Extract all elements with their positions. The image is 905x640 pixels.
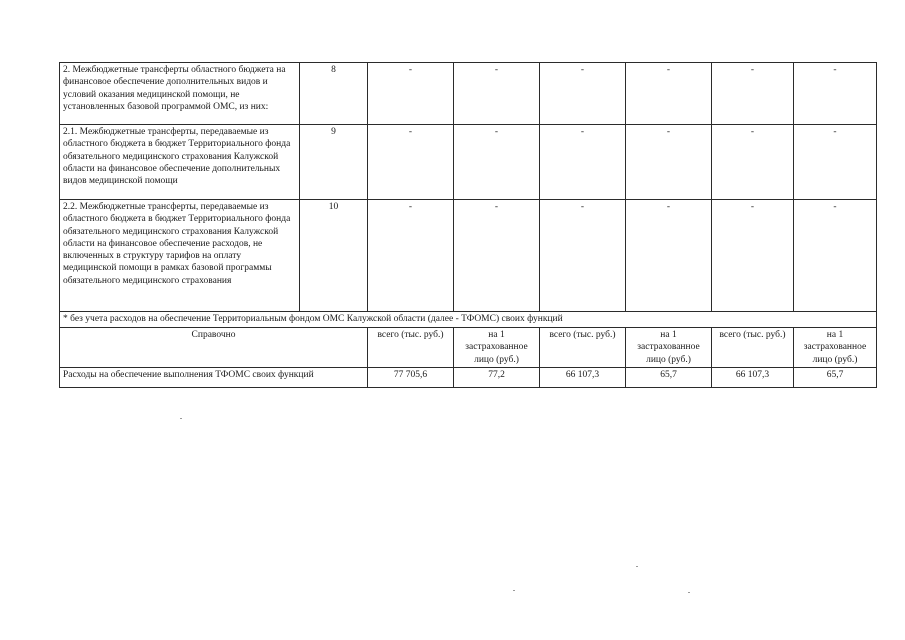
column-header: всего (тыс. руб.)	[368, 328, 454, 368]
table-row	[60, 125, 877, 200]
cell-value: -	[454, 125, 540, 200]
cell-value: -	[626, 63, 712, 125]
scan-speck	[513, 590, 515, 591]
scan-speck	[636, 566, 638, 567]
reference-header-row	[60, 328, 877, 368]
row-description: 2.1. Межбюджетные трансферты, передаваемые из областного бюджета в бюджет Территориального фонда обязательного медицинского страхования Калужской области на финансовое обеспечение дополнительных видов медицинской помощи	[60, 125, 300, 200]
cell-value: -	[712, 63, 794, 125]
column-header: всего (тыс. руб.)	[712, 328, 794, 368]
footnote-row	[60, 312, 877, 328]
cell-value: -	[626, 200, 712, 312]
cell-value: 77,2	[454, 367, 540, 387]
reference-row-label: Расходы на обеспечение выполнения ТФОМС своих функций	[60, 367, 368, 387]
cell-value: -	[626, 125, 712, 200]
cell-value: -	[454, 200, 540, 312]
cell-value: -	[712, 125, 794, 200]
cell-value: -	[712, 200, 794, 312]
cell-value: 66 107,3	[540, 367, 626, 387]
cell-value: 65,7	[794, 367, 877, 387]
row-description: 2.2. Межбюджетные трансферты, передаваемые из областного бюджета в бюджет Территориального фонда обязательного медицинского страхования Калужской области на финансовое обеспечение расходов, не включенных в структуру тарифов на оплату медицинской помощи в рамках базовой программы обязательного медицинского страхования	[60, 200, 300, 312]
footnote: * без учета расходов на обеспечение Территориальным фондом ОМС Калужской области (далее - ТФОМС) своих функций	[60, 312, 877, 328]
column-header: на 1 застрахованное лицо (руб.)	[626, 328, 712, 368]
cell-value: 65,7	[626, 367, 712, 387]
table-row	[60, 63, 877, 125]
budget-table	[59, 62, 877, 388]
scan-speck	[688, 592, 690, 593]
cell-value: -	[368, 125, 454, 200]
row-number: 9	[300, 125, 368, 200]
cell-value: -	[540, 63, 626, 125]
cell-value: -	[368, 63, 454, 125]
column-header: всего (тыс. руб.)	[540, 328, 626, 368]
cell-value: -	[454, 63, 540, 125]
reference-label: Справочно	[60, 328, 368, 368]
scan-speck	[180, 418, 182, 419]
cell-value: -	[794, 63, 877, 125]
reference-data-row	[60, 367, 877, 387]
cell-value: -	[540, 200, 626, 312]
cell-value: -	[368, 200, 454, 312]
cell-value: 77 705,6	[368, 367, 454, 387]
cell-value: -	[794, 200, 877, 312]
column-header: на 1 застрахованное лицо (руб.)	[794, 328, 877, 368]
cell-value: 66 107,3	[712, 367, 794, 387]
row-number: 10	[300, 200, 368, 312]
column-header: на 1 застрахованное лицо (руб.)	[454, 328, 540, 368]
cell-value: -	[540, 125, 626, 200]
row-number: 8	[300, 63, 368, 125]
cell-value: -	[794, 125, 877, 200]
row-description: 2. Межбюджетные трансферты областного бюджета на финансовое обеспечение дополнительных видов и условий оказания медицинской помощи, не установленных базовой программой ОМС, из них:	[60, 63, 300, 125]
table-row	[60, 200, 877, 312]
